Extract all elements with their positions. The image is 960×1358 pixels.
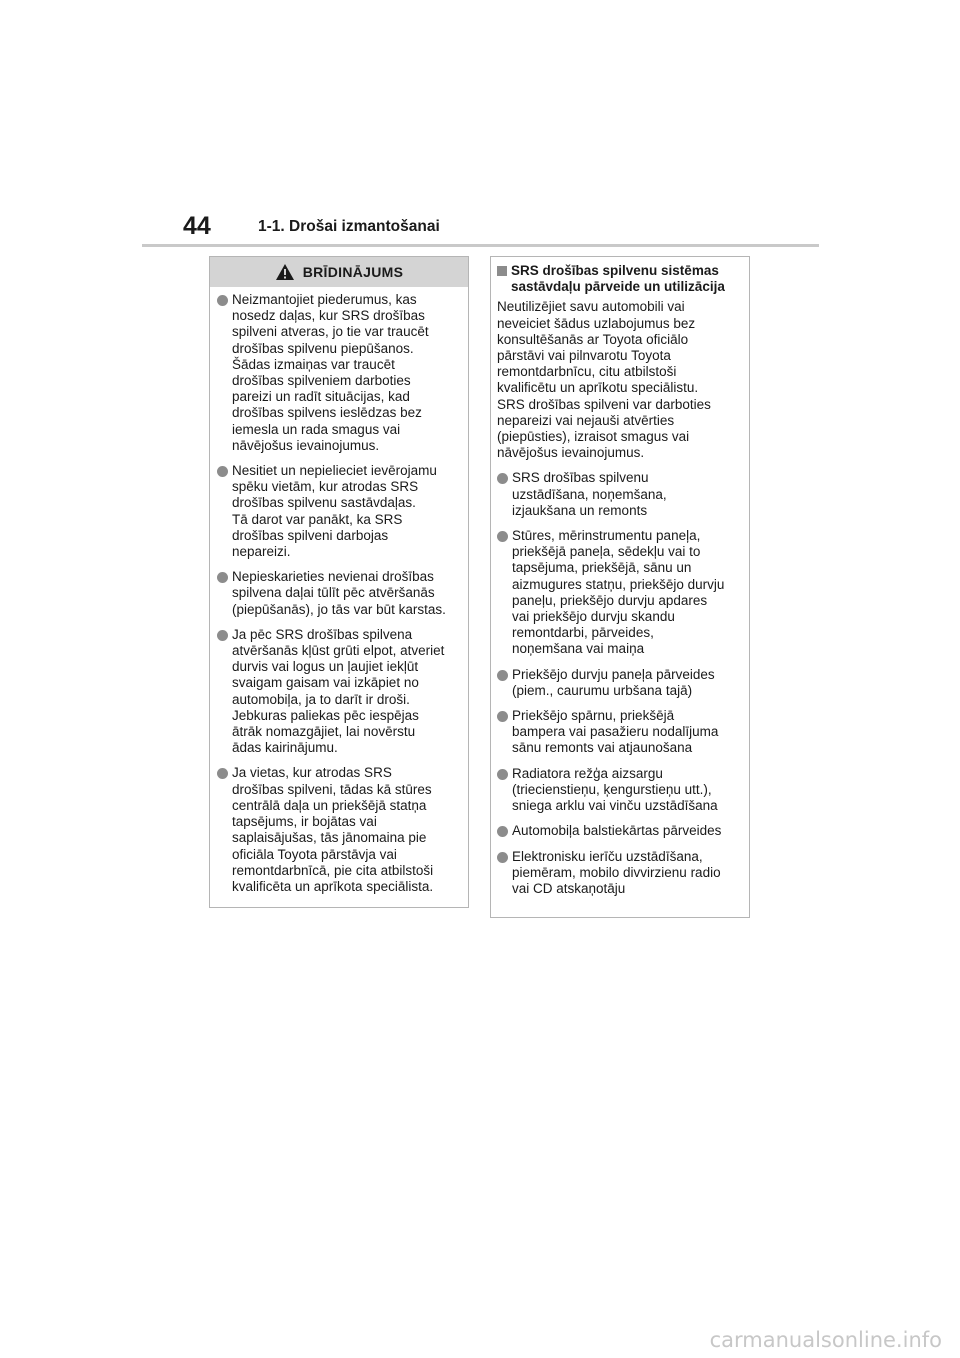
list-item bbox=[217, 765, 462, 895]
bullet-circle-icon bbox=[497, 769, 508, 780]
warning-title: BRĪDINĀJUMS bbox=[302, 264, 404, 280]
bullet-text: Radiatora režģa aizsargu (triecienstieņu, ķengurstieņu utt.), sniega arklu vai vinču uzstādīšana bbox=[512, 765, 718, 814]
bullet-circle-icon bbox=[497, 711, 508, 722]
warning-body bbox=[210, 287, 468, 895]
list-item bbox=[497, 470, 743, 519]
list-item bbox=[497, 528, 743, 658]
bullet-circle-icon bbox=[497, 670, 508, 681]
bullet-circle-icon bbox=[497, 852, 508, 863]
list-item bbox=[497, 849, 743, 898]
section-title: 1-1. Drošai izmantošanai bbox=[258, 218, 440, 235]
srs-modification-box bbox=[490, 256, 750, 918]
warning-header bbox=[210, 257, 468, 287]
bullet-text: Priekšējo durvju paneļa pārveides (piem., caurumu urbšana tajā) bbox=[512, 666, 715, 698]
bullet-text: Ja vietas, kur atrodas SRS drošības spilveni, tādas kā stūres centrālā daļa un priekšējā statņa tapsējums, ir bojātas vai saplaisājušas, tās jānomaina pie oficiāla Toyota pārstāvja vai remontdarbnīcā, pie cita atbilstoši kvalificēta un aprīkota speciālista. bbox=[232, 765, 434, 894]
bullet-text: Elektronisku ierīču uzstādīšana, piemēram, mobilo divvirzienu radio vai CD atskaņotāju bbox=[512, 848, 721, 896]
list-item bbox=[217, 292, 462, 454]
srs-heading-text: SRS drošības spilvenu sistēmas sastāvdaļu pārveide un utilizācija bbox=[511, 263, 725, 295]
bullet-circle-icon bbox=[217, 630, 228, 641]
bullet-circle-icon bbox=[497, 826, 508, 837]
bullet-circle-icon bbox=[217, 572, 228, 583]
page-number: 44 bbox=[183, 212, 211, 240]
list-item bbox=[217, 463, 462, 560]
bullet-text: Neizmantojiet piederumus, kas nosedz daļas, kur SRS drošības spilveni atveras, jo tie var traucēt drošības spilvenu piepūšanos. Šādas izmaiņas var traucēt drošības spilveniem darboties pareizi un radīt situācijas, kad drošības spilvens ieslēdzas bez iemesla un rada smagus vai nāvējošus ievainojumus. bbox=[232, 292, 429, 453]
watermark: carmanualsonline.info bbox=[709, 1328, 942, 1352]
list-item bbox=[497, 823, 743, 839]
bullet-circle-icon bbox=[217, 466, 228, 477]
srs-heading bbox=[497, 263, 743, 295]
header-rule bbox=[142, 244, 819, 247]
square-bullet-icon bbox=[497, 266, 507, 276]
bullet-circle-icon bbox=[217, 295, 228, 306]
bullet-circle-icon bbox=[497, 531, 508, 542]
list-item bbox=[497, 667, 743, 699]
bullet-text: SRS drošības spilvenu uzstādīšana, noņemšana, izjaukšana un remonts bbox=[512, 470, 667, 518]
bullet-text: Priekšējo spārnu, priekšējā bampera vai pasažieru nodalījuma sānu remonts vai atjaunošana bbox=[512, 708, 719, 756]
bullet-text: Stūres, mērinstrumentu paneļa, priekšējā paneļa, sēdekļu vai to tapsējuma, priekšējā, sānu un aizmugures statņu, priekšējo durvju paneļu, priekšējo durvju apdares vai priekšējo durvju skandu remontdarbi, pārveides, noņemšana vai maiņa bbox=[512, 528, 725, 657]
warning-triangle-icon bbox=[275, 263, 295, 281]
list-item bbox=[217, 627, 462, 757]
bullet-text: Nesitiet un nepielieciet ievērojamu spēku vietām, kur atrodas SRS drošības spilvenu sastāvdaļas. Tā darot var panākt, ka SRS drošības spilveni darbojas nepareizi. bbox=[232, 463, 437, 560]
bullet-circle-icon bbox=[497, 473, 508, 484]
bullet-text: Nepieskarieties nevienai drošības spilvena daļai tūlīt pēc atvēršanās (piepūšanās), jo tās var būt karstas. bbox=[232, 569, 446, 617]
list-item bbox=[497, 708, 743, 757]
srs-modification-body bbox=[491, 257, 749, 897]
bullet-circle-icon bbox=[217, 768, 228, 779]
srs-intro: Neutilizējiet savu automobili vai neveiciet šādus uzlabojumus bez konsultēšanās ar Toyota oficiālo pārstāvi vai pilnvarotu Toyota remontdarbnīcu, citu atbilstoši kvalificētu un aprīkotu speciālistu. SRS drošības spilveni var darboties nepareizi vai nejauši atvērties (piepūsties), izraisot smagus vai nāvējošus ievainojumus. bbox=[497, 299, 711, 461]
bullet-text: Automobiļa balstiekārtas pārveides bbox=[512, 823, 722, 839]
list-item bbox=[497, 766, 743, 815]
list-item bbox=[217, 569, 462, 618]
bullet-text: Ja pēc SRS drošības spilvena atvēršanās kļūst grūti elpot, atveriet durvis vai logus un ļaujiet iekļūt svaigam gaisam vai izkāpiet no automobiļa, ja to darīt ir droši. Jebkuras paliekas pēc iespējas ātrāk nomazgājiet, lai novērstu ādas kairinājumu. bbox=[232, 626, 445, 756]
warning-box bbox=[209, 256, 469, 908]
